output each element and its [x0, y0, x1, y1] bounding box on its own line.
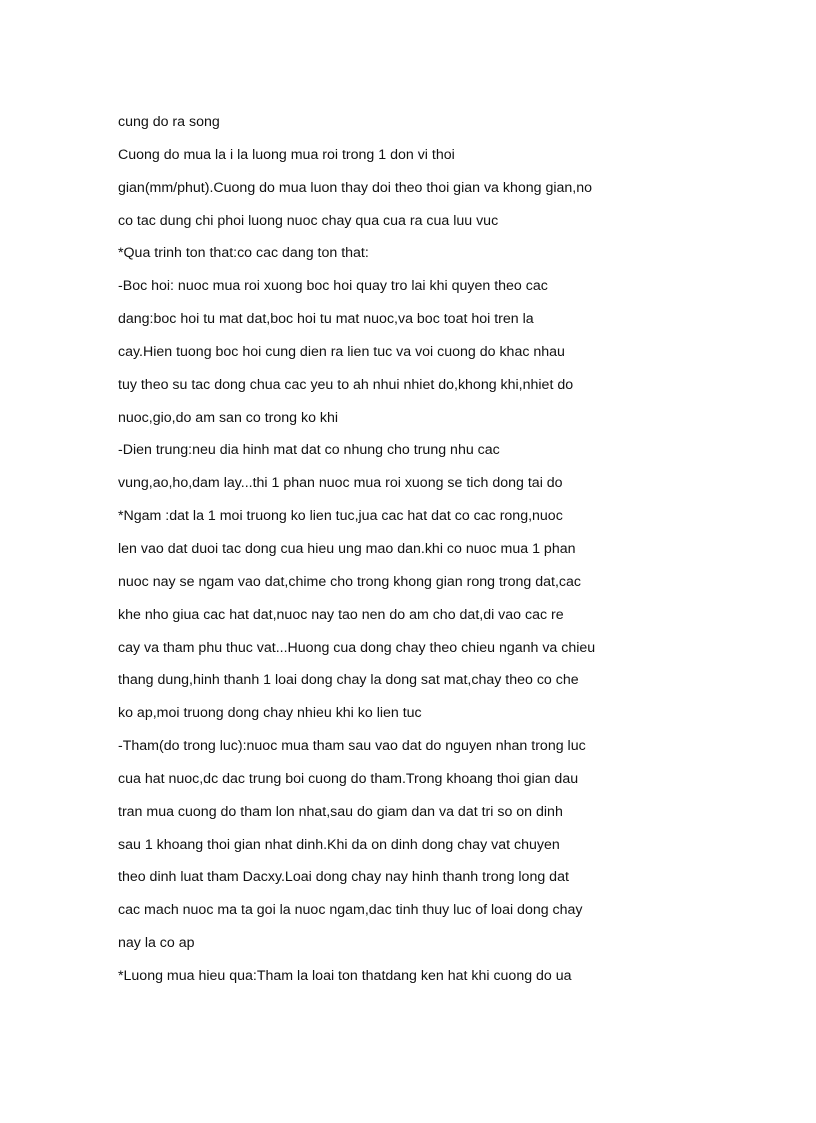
text-line: co tac dung chi phoi luong nuoc chay qua cua ra cua luu vuc: [118, 212, 499, 229]
text-line: Cuong do mua la i la luong mua roi trong 1 don vi thoi: [118, 146, 455, 163]
text-line: nuoc,gio,do am san co trong ko khi: [118, 409, 339, 426]
text-line: theo dinh luat tham Dacxy.Loai dong chay nay hinh thanh trong long dat: [118, 869, 569, 886]
text-line: nay la co ap: [118, 935, 195, 952]
text-line: thang dung,hinh thanh 1 loai dong chay la dong sat mat,chay theo co che: [118, 672, 579, 689]
text-line: dang:boc hoi tu mat dat,boc hoi tu mat nuoc,va boc toat hoi tren la: [118, 311, 534, 328]
text-line: -Boc hoi: nuoc mua roi xuong boc hoi quay tro lai khi quyen theo cac: [118, 278, 548, 295]
text-line: sau 1 khoang thoi gian nhat dinh.Khi da on dinh dong chay vat chuyen: [118, 836, 560, 853]
text-line: -Tham(do trong luc):nuoc mua tham sau vao dat do nguyen nhan trong luc: [118, 738, 586, 755]
text-line: cua hat nuoc,dc dac trung boi cuong do tham.Trong khoang thoi gian dau: [118, 770, 579, 787]
text-line: tran mua cuong do tham lon nhat,sau do giam dan va dat tri so on dinh: [118, 803, 563, 820]
text-line: khe nho giua cac hat dat,nuoc nay tao nen do am cho dat,di vao cac re: [118, 606, 564, 623]
text-line: *Qua trinh ton that:co cac dang ton that:: [118, 245, 369, 262]
text-line: vung,ao,ho,dam lay...thi 1 phan nuoc mua roi xuong se tich dong tai do: [118, 475, 563, 492]
text-line: *Luong mua hieu qua:Tham la loai ton thatdang ken hat khi cuong do ua: [118, 967, 572, 984]
text-line: cung do ra song: [118, 114, 220, 130]
text-line: *Ngam :dat la 1 moi truong ko lien tuc,jua cac hat dat co cac rong,nuoc: [118, 508, 563, 525]
text-line: cay.Hien tuong boc hoi cung dien ra lien tuc va voi cuong do khac nhau: [118, 343, 565, 360]
text-line: cay va tham phu thuc vat...Huong cua dong chay theo chieu nganh va chieu: [118, 639, 596, 656]
text-line: nuoc nay se ngam vao dat,chime cho trong khong gian rong trong dat,cac: [118, 573, 581, 590]
text-line: ko ap,moi truong dong chay nhieu khi ko lien tuc: [118, 705, 422, 722]
text-line: -Dien trung:neu dia hinh mat dat co nhung cho trung nhu cac: [118, 442, 500, 459]
text-line: len vao dat duoi tac dong cua hieu ung mao dan.khi co nuoc mua 1 phan: [118, 540, 576, 557]
text-line: gian(mm/phut).Cuong do mua luon thay doi theo thoi gian va khong gian,no: [118, 179, 593, 196]
text-line: tuy theo su tac dong chua cac yeu to ah nhui nhiet do,khong khi,nhiet do: [118, 376, 574, 393]
text-line: cac mach nuoc ma ta goi la nuoc ngam,dac tinh thuy luc of loai dong chay: [118, 902, 583, 919]
document-body: [118, 111, 758, 998]
